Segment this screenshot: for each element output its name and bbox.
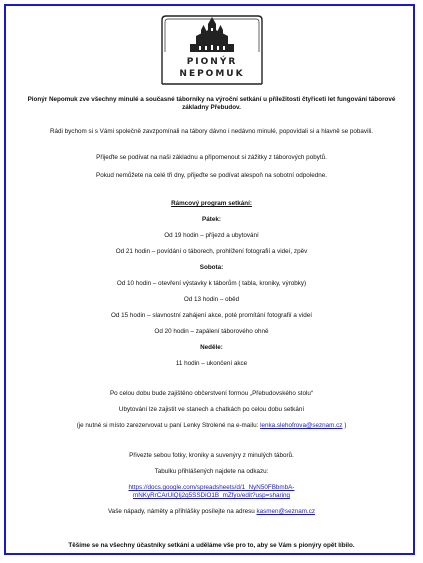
program-heading: Rámcový program setkání: <box>171 200 252 207</box>
pionyr-nepomuk-logo <box>156 14 268 86</box>
logo-line-2: NEPOMUK <box>179 69 245 79</box>
program-item: Od 10 hodin – otevření výstavky k táborům ( tabla, kroniky, výrobky) <box>116 280 307 287</box>
logo-line-1: PIONÝR <box>186 57 238 67</box>
table-link-line-1[interactable]: https://docs.google.com/spreadsheets/d/1_NyN50FBbmbA- <box>128 484 295 491</box>
ideas-info <box>18 508 405 516</box>
intro-paragraph-3: Pokud nemůžete na celé tři dny, přijeďte se podívat alespoň na sobotní odpoledne. <box>96 172 327 179</box>
ideas-prefix: Vaše nápady, náměty a přihlášky posílejte na adresu <box>107 508 255 515</box>
ideas-email-link[interactable]: kasmen@seznam.cz <box>256 508 316 515</box>
reservation-email-link[interactable]: lenka.slehofrova@seznam.cz <box>260 422 343 429</box>
reservation-prefix: (je nutné si místo zarezervovat u paní Lenky Strolené na e-mailu: <box>76 422 259 429</box>
day-saturday: Sobota: <box>199 264 224 271</box>
table-link[interactable] <box>18 484 405 501</box>
intro-paragraph-1: Rádi bychom si s Vámi společně zavzpomínali na tábory dávno i nedávno minulé, popovídali si a hlavně se pobavili. <box>49 128 374 135</box>
program-item: 11 hodin – ukončení akce <box>175 360 248 367</box>
food-info: Po celou dobu bude zajištěno občerstvení formou „Přebudovského stolu“ <box>109 390 314 397</box>
table-label: Tabulku přihlášených najdete na odkazu: <box>154 468 269 475</box>
intro-lead: Pionýr Nepomuk zve všechny minulé a současné táborníky na výroční setkání u příležitosti čtyřiceti let fungování táborové základny Přebudov. <box>27 96 396 112</box>
bring-info: Přivezte sebou fotky, kroniky a suvenýry z minulých táborů. <box>129 452 294 459</box>
program-item: Od 19 hodin – příjezd a ubytování <box>164 232 259 239</box>
intro-paragraph-2: Přijeďte se podívat na naši základnu a připomenout si zážitky z táborových pobytů. <box>96 154 327 161</box>
day-sunday: Neděle: <box>200 344 223 351</box>
table-link-line-2[interactable]: mNKyRrCArUlQIj2q5SSDiO1B_mZfyo/edit?usp=sharing <box>133 492 290 500</box>
reservation-suffix: ) <box>344 422 347 429</box>
program-item: Od 13 hodin – oběd <box>183 296 240 303</box>
program-item: Od 21 hodin – povídání o táborech, prohlížení fotografií a videí, zpěv <box>115 248 308 255</box>
program-item: Od 20 hodin – zapálení táborového ohně <box>154 328 269 335</box>
reservation-info <box>18 422 405 430</box>
day-friday: Pátek: <box>202 216 221 223</box>
program-item: Od 15 hodin – slavnostní zahájení akce, poté promítání fotografií a videí <box>111 312 312 319</box>
closing-text: Těšíme se na všechny účastníky setkání a uděláme vše pro to, aby se Vám s pionýry opět líbilo. <box>68 542 355 549</box>
lodging-info: Ubytování lze zajistit ve stanech a chatkách po celou dobu setkání <box>118 406 305 413</box>
